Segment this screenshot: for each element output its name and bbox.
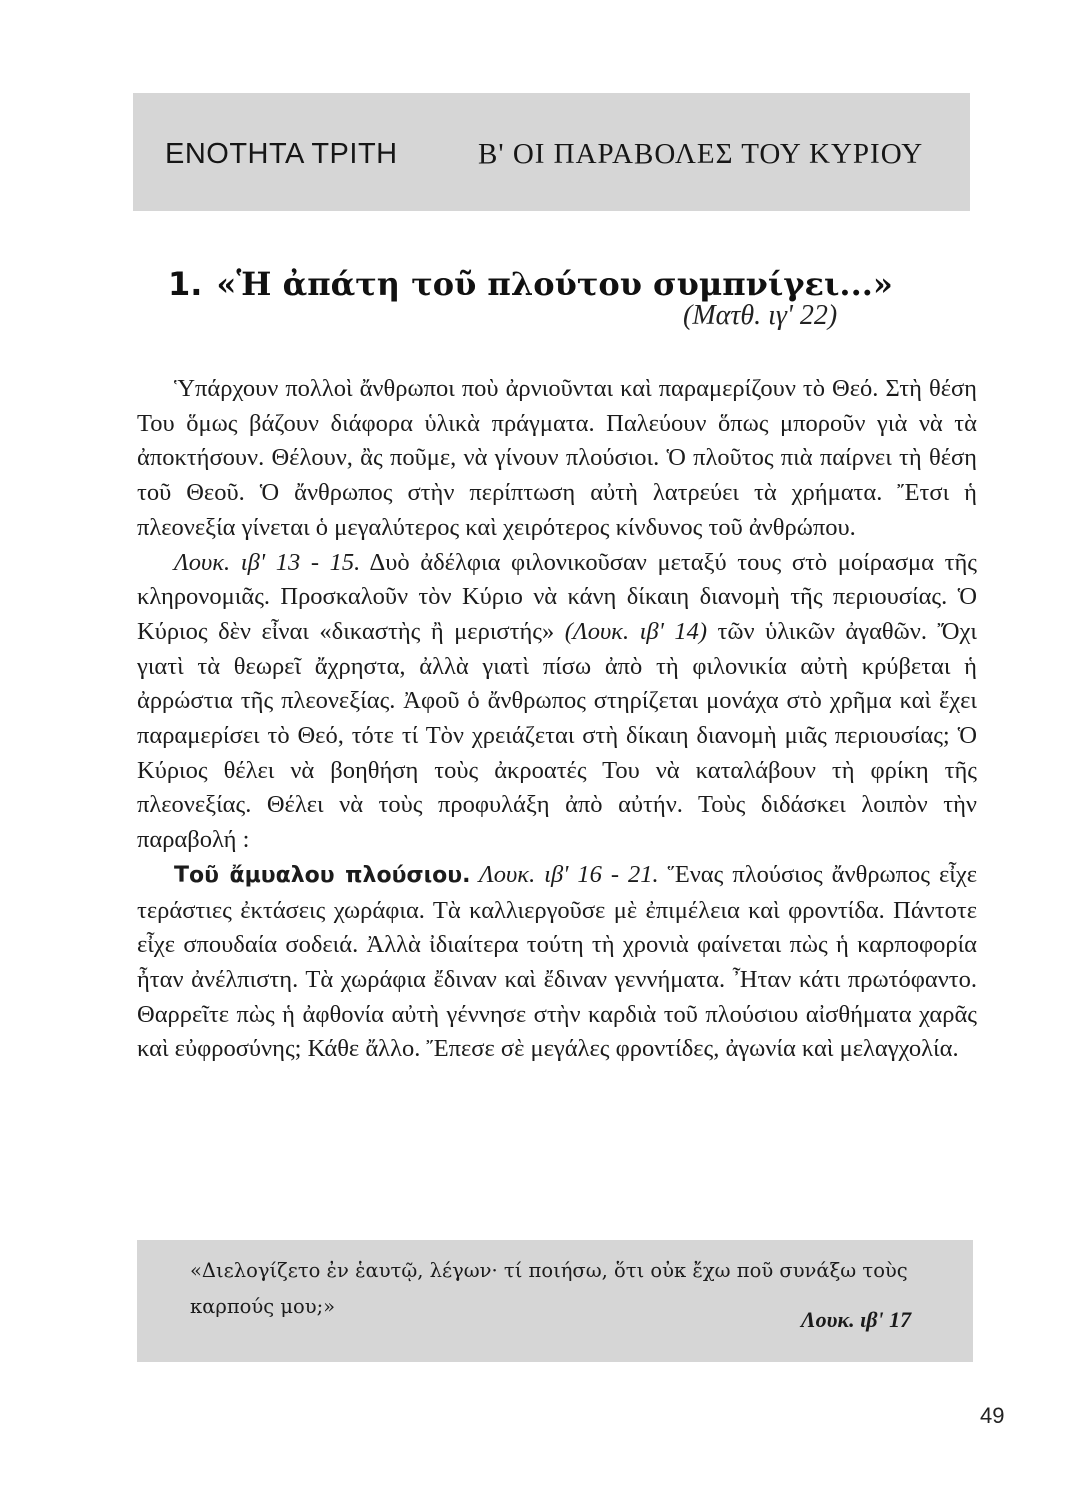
body-text bbox=[137, 372, 977, 1067]
scripture-reference: Λουκ. ιβ' 13 - 15. bbox=[174, 548, 361, 576]
scripture-reference: (Λουκ. ιβ' 14) bbox=[564, 617, 707, 645]
quote-reference: Λουκ. ιβ' 17 bbox=[801, 1307, 912, 1332]
paragraph-inheritance bbox=[137, 546, 977, 858]
paragraph-intro: Ὑπάρχουν πολλοὶ ἄνθρωποι ποὺ ἀρνιοῦνται καὶ παραμερίζουν τὸ Θεό. Στὴ θέση Του ὅμως βάζουν διάφορα ὑλικὰ πράγματα. Παλεύουν ὅπως μποροῦν γιὰ νὰ τὰ ἀποκτήσουν. Θέλουν, ἂς ποῦμε, νὰ γίνουν πλούσιοι. Ὁ πλοῦτος πιὰ παίρνει τὴ θέση τοῦ Θεοῦ. Ὁ ἄνθρωπος στὴν περίπτωση αὐτὴ λατρεύει τὰ χρήματα. Ἔτσι ἡ πλεονεξία γίνεται ὁ μεγαλύτερος καὶ χειρότερος κίνδυνος τοῦ ἀνθρώπου. bbox=[137, 375, 977, 541]
paragraph-text: Δυὸ ἀδέλφια φιλονικοῦσαν μεταξύ τους στὸ μοίρασμα τῆς κληρονομιᾶς. Προσκαλοῦν τὸν Κύριο νὰ κάνη δίκαιη διανομὴ τῆς περιουσίας. Ὁ Κύριος δὲν εἶναι «δικαστὴς ἢ μεριστής» bbox=[137, 548, 978, 645]
page-number: 49 bbox=[980, 1403, 1005, 1428]
paragraph-text: Ἕνας πλούσιος ἄνθρωπος εἶχε τεράστιες ἐκτάσεις χωράφια. Τὰ καλλιεργοῦσε μὲ ἐπιμέλεια καὶ φροντίδα. Πάντοτε εἶχε σπουδαία σοδειά. Ἀλλὰ ἰδιαίτερα τούτη τὴ χρονιὰ φαίνεται πὼς ἡ καρποφορία ἦταν ἀνέλπιστη. Τὰ χωράφια ἔδιναν καὶ ἔδιναν γεννήματα. Ἦταν κάτι πρωτόφαντο. Θαρρεῖτε πὼς ἡ ἀφθονία αὐτὴ γέννησε στὴν καρδιὰ τοῦ πλούσιου αἰσθήματα χαρᾶς καὶ εὐφροσύνης; Κάθε ἄλλο. Ἔπεσε σὲ μεγάλες φροντίδες, ἀγωνία καὶ μελαγχολία. bbox=[137, 860, 977, 1063]
lesson-title-text: «Ἡ ἀπάτη τοῦ πλούτου συμπνίγει...» bbox=[216, 265, 893, 303]
title-reference: (Ματθ. ιγ' 22) bbox=[683, 300, 838, 331]
lesson-number: 1. bbox=[168, 265, 203, 303]
chapter-heading: Β' ΟΙ ΠΑΡΑΒΟΛΕΣ ΤΟΥ ΚΥΡΙΟΥ bbox=[478, 138, 924, 170]
parable-title: Τοῦ ἄμυαλου πλούσιου. bbox=[174, 862, 471, 888]
lesson-title bbox=[168, 265, 893, 303]
scripture-quote: «Διελογίζετο ἐν ἑαυτῷ, λέγων· τί ποιήσω, ὅτι οὐκ ἔχω ποῦ συνάξω τοὺς καρπούς μου;» bbox=[190, 1259, 908, 1318]
scripture-reference: Λουκ. ιβ' 16 - 21. bbox=[470, 860, 659, 888]
paragraph-parable bbox=[137, 858, 977, 1067]
section-heading: ΕΝΟΤΗΤΑ ΤΡΙΤΗ bbox=[165, 138, 398, 170]
paragraph-text: τῶν ὑλικῶν ἀγαθῶν. Ὄχι γιατὶ τὰ θεωρεῖ ἄχρηστα, ἀλλὰ γιατὶ πίσω ἀπὸ τὴ φιλονικία αὐτὴ κρύβεται ἡ ἀρρώστια τῆς πλεονεξίας. Ἀφοῦ ὁ ἄνθρωπος στηρίζεται μονάχα στὸ χρῆμα καὶ ἔχει παραμερίσει τὸ Θεό, τότε τί Τὸν χρειάζεται στὴ δίκαιη διανομὴ μιᾶς περιουσίας; Ὁ Κύριος θέλει νὰ βοηθήση τοὺς ἀκροατές Του νὰ καταλάβουν τὴ φρίκη τῆς πλεονεξίας. Θέλει νὰ τοὺς προφυλάξη ἀπὸ αὐτήν. Τοὺς διδάσκει λοιπὸν τὴν παραβολή : bbox=[137, 617, 977, 854]
